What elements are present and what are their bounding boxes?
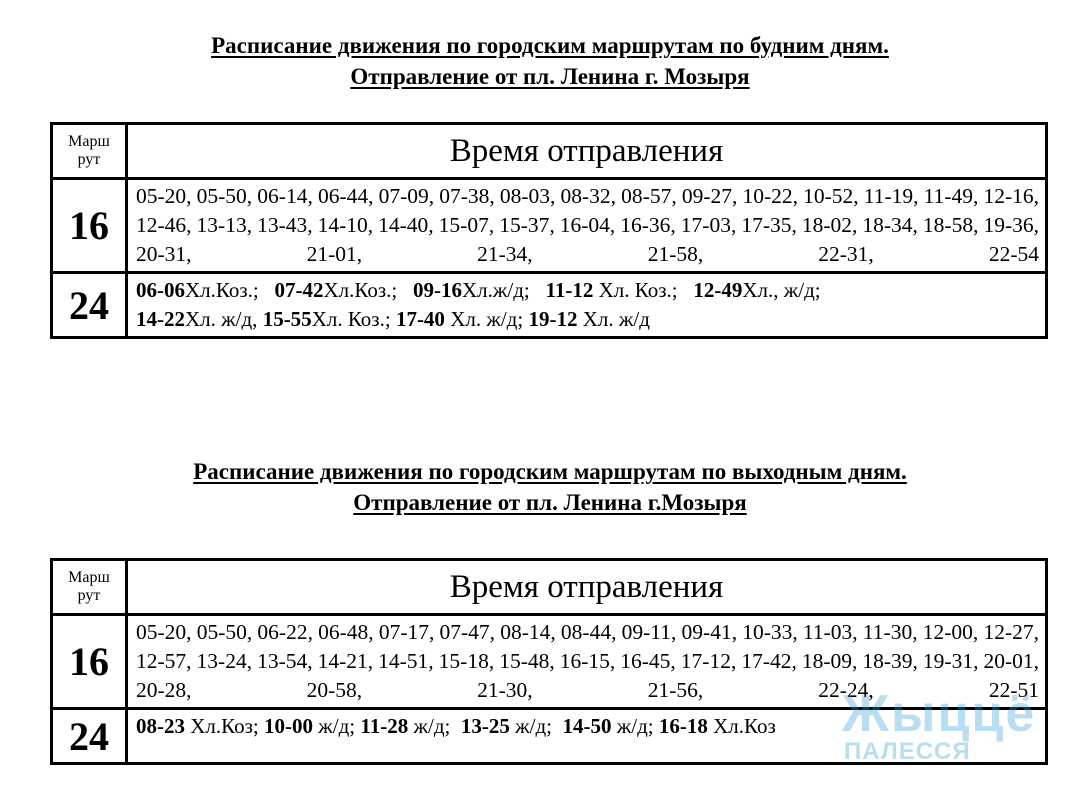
weekend-title bbox=[0, 456, 1085, 518]
departure-entry bbox=[360, 714, 460, 738]
departure-time: 15-55 bbox=[262, 307, 312, 331]
departure-time: 14-22 bbox=[136, 307, 185, 331]
departure-entry bbox=[136, 714, 264, 738]
route-number-24: 24 bbox=[52, 273, 127, 338]
departure-time: 13-25 bbox=[460, 714, 510, 738]
departure-time: 14-50 bbox=[562, 714, 612, 738]
weekend-title-line1: Расписание движения по городским маршрутам по выходным дням. bbox=[193, 459, 907, 484]
weekday-title-line2: Отправление от пл. Ленина г. Мозыря bbox=[350, 64, 750, 89]
departure-time-header: Время отправления bbox=[127, 124, 1047, 179]
table-header-row bbox=[52, 560, 1047, 615]
departure-time: 08-23 bbox=[136, 714, 185, 738]
departure-time: 19-12 bbox=[528, 307, 578, 331]
departure-entry bbox=[263, 307, 396, 331]
departure-note: Хл. ж/д, bbox=[185, 307, 263, 331]
departure-entry bbox=[659, 714, 776, 738]
route-header-line1: Марш bbox=[68, 569, 110, 586]
departure-time: 12-49 bbox=[693, 278, 743, 302]
route-24-times bbox=[127, 273, 1047, 338]
table-row bbox=[52, 179, 1047, 273]
departure-entry bbox=[546, 278, 694, 302]
route-header-cell bbox=[52, 560, 127, 615]
departure-note: Хл. Коз.; bbox=[311, 307, 396, 331]
route-16-times: 05-20, 05-50, 06-22, 06-48, 07-17, 07-47, 08-14, 08-44, 09-11, 09-41, 10-33, 11-03, 11-30, 12-00, 12-27, 12-57, 13-24, 13-54, 14-21, 14-51, 15-18, 15-48, 16-15, 16-45, 17-12, 17-42, 18-09, 18-39, 19-31, 20-01, 20-28, 20-58, 21-30, 21-56, 22-24, 22-51 bbox=[127, 615, 1047, 709]
departure-time: 11-12 bbox=[545, 278, 594, 302]
departure-note: ж/д; bbox=[313, 714, 361, 738]
route-header-cell bbox=[52, 124, 127, 179]
departure-note: ж/д; bbox=[611, 714, 659, 738]
departure-note: ж/д; bbox=[408, 714, 461, 738]
route-16-times: 05-20, 05-50, 06-14, 06-44, 07-09, 07-38, 08-03, 08-32, 08-57, 09-27, 10-22, 10-52, 11-19, 11-49, 12-16, 12-46, 13-13, 13-43, 14-10, 14-40, 15-07, 15-37, 16-04, 16-36, 17-03, 17-35, 18-02, 18-34, 18-58, 19-36, 20-31, 21-01, 21-34, 21-58, 22-31, 22-54 bbox=[127, 179, 1047, 273]
departure-entry bbox=[136, 278, 275, 302]
departure-entry bbox=[396, 307, 529, 331]
route-header-line2: рут bbox=[77, 151, 101, 168]
departure-note: Хл. ж/д bbox=[577, 307, 650, 331]
watermark-title: Жыццё bbox=[842, 685, 1037, 743]
departure-entry bbox=[275, 278, 414, 302]
departure-note: Хл.Коз; bbox=[185, 714, 264, 738]
departure-entry bbox=[136, 307, 263, 331]
newspaper-logo-watermark bbox=[842, 685, 1052, 770]
departure-note: Хл., ж/д; bbox=[742, 278, 821, 302]
departure-time: 17-40 bbox=[395, 307, 445, 331]
weekday-title bbox=[0, 30, 1085, 92]
table-row bbox=[52, 273, 1047, 338]
departure-note: Хл.Коз.; bbox=[323, 278, 413, 302]
departure-entry bbox=[413, 278, 546, 302]
route-24-line bbox=[136, 276, 1039, 305]
table-header-row bbox=[52, 124, 1047, 179]
route-number-24: 24 bbox=[52, 709, 127, 764]
departure-entry bbox=[562, 714, 658, 738]
departure-entry bbox=[264, 714, 360, 738]
departure-time: 16-18 bbox=[658, 714, 708, 738]
departure-note: Хл.Коз bbox=[707, 714, 776, 738]
weekday-schedule-table bbox=[50, 122, 1048, 339]
departure-entry bbox=[461, 714, 563, 738]
watermark-subtitle: ПАЛЕССЯ bbox=[844, 738, 971, 765]
departure-time: 06-06 bbox=[136, 278, 185, 302]
weekday-title-line1: Расписание движения по городским маршрутам по будним дням. bbox=[211, 33, 889, 58]
route-number-16: 16 bbox=[52, 179, 127, 273]
departure-note: Хл.ж/д; bbox=[462, 278, 546, 302]
route-24-line bbox=[136, 305, 1039, 334]
departure-time-header: Время отправления bbox=[127, 560, 1047, 615]
route-header-line2: рут bbox=[77, 587, 101, 604]
departure-time: 11-28 bbox=[360, 714, 409, 738]
departure-note: Хл.Коз.; bbox=[185, 278, 275, 302]
departure-entry bbox=[528, 307, 649, 331]
departure-note: Хл. ж/д; bbox=[444, 307, 529, 331]
departure-time: 09-16 bbox=[413, 278, 462, 302]
route-number-16: 16 bbox=[52, 615, 127, 709]
departure-entry bbox=[693, 278, 820, 302]
departure-note: ж/д; bbox=[509, 714, 563, 738]
departure-note: Хл. Коз.; bbox=[593, 278, 694, 302]
route-header-line1: Марш bbox=[68, 133, 110, 150]
departure-time: 07-42 bbox=[274, 278, 324, 302]
departure-time: 10-00 bbox=[264, 714, 313, 738]
weekend-title-line2: Отправление от пл. Ленина г.Мозыря bbox=[353, 490, 747, 515]
